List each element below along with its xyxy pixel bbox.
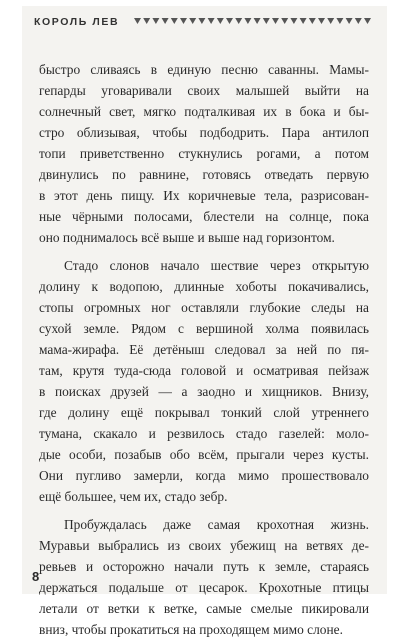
text-line: быстро сливаясь в единую песню саванны. Мамы- — [39, 62, 369, 77]
ornament-triangle — [134, 18, 141, 24]
text-line: мама-жирафа. Её детёныш следовал за ней по пя- — [39, 342, 369, 357]
paragraph-2 — [39, 255, 369, 507]
ornament-triangle — [318, 18, 325, 24]
text-line: оно поднималось всё выше и выше над горизонтом. — [39, 230, 335, 245]
ornament-triangle — [263, 18, 270, 24]
text-line: держаться подальше от цесарок. Крохотные птицы — [39, 580, 369, 595]
paragraph-1 — [39, 59, 369, 248]
ornament-triangle — [364, 18, 371, 24]
text-line: там, крутя туда-сюда головой и осматривая пейзаж — [39, 363, 369, 378]
ornament-triangle — [346, 18, 353, 24]
text-line: Пробуждалась даже самая крохотная жизнь. — [64, 517, 369, 532]
ornament-triangle — [290, 18, 297, 24]
text-line: солнечный свет, мягко подталкивая их в бока и бы- — [39, 104, 369, 119]
text-line: гепарды уговаривали своих малышей выйти на — [39, 83, 369, 98]
text-line: в поисках друзей — а заодно и хищников. Внизу, — [39, 384, 369, 399]
text-line: ревьев и осторожно начали путь к земле, стараясь — [39, 559, 369, 574]
ornament-triangle — [355, 18, 362, 24]
ornament-triangle — [143, 18, 150, 24]
ornament-triangle — [235, 18, 242, 24]
text-line: стопы огромных ног оставляли глубокие следы на — [39, 300, 369, 315]
ornament-triangle — [309, 18, 316, 24]
ornament-triangle — [217, 18, 224, 24]
text-line: где долину ещё покрывал тонкий слой утреннего — [39, 405, 369, 420]
ornament-triangle — [198, 18, 205, 24]
ornament-triangle — [152, 18, 159, 24]
text-line: двинулись по равнине, готовясь отведать первую — [39, 167, 369, 182]
ornament-triangle — [300, 18, 307, 24]
text-line: Стадо слонов начало шествие через открытую — [64, 258, 369, 273]
ornament-triangle — [327, 18, 334, 24]
text-line: ещё большее, чем их, стадо зебр. — [39, 489, 228, 504]
text-line: ные чёрными полосами, блестели на солнце, пока — [39, 209, 369, 224]
ornament-triangle — [208, 18, 215, 24]
ornament-triangle — [254, 18, 261, 24]
text-line: дые особи, позабыв обо всём, прыгали через кусты. — [39, 447, 369, 462]
page-number: 8 — [32, 569, 40, 584]
running-header — [34, 14, 379, 32]
ornament-triangle — [226, 18, 233, 24]
text-line: сухой земле. Рядом с вершиной холма появилась — [39, 321, 369, 336]
text-line: в этот день пищу. Их коричневые тела, разрисован- — [39, 188, 369, 203]
text-line: Они пугливо замерли, когда мимо прошествовало — [39, 468, 369, 483]
text-line: вниз, чтобы прокатиться на проходящем мимо слоне. — [39, 622, 343, 637]
text-line: стро облизывая, чтобы подбодрить. Пара антилоп — [39, 125, 369, 140]
triangle-row-ornament-icon — [134, 17, 379, 27]
text-line: летали от ветки к ветке, самые смелые пикировали — [39, 601, 369, 616]
ornament-triangle — [171, 18, 178, 24]
ornament-triangle — [336, 18, 343, 24]
ornament-triangle — [162, 18, 169, 24]
text-line: топи приветственно стукнулись рогами, а потом — [39, 146, 369, 161]
header-title: КОРОЛЬ ЛЕВ — [34, 16, 120, 28]
text-line: тумана, скакало и резвилось стадо газелей: моло- — [39, 426, 369, 441]
body-text — [39, 59, 369, 640]
text-line: долину к водопою, длинные хоботы покачивались, — [39, 279, 369, 294]
ornament-triangle — [281, 18, 288, 24]
ornament-triangle — [189, 18, 196, 24]
ornament-triangle — [272, 18, 279, 24]
ornament-triangle — [180, 18, 187, 24]
ornament-triangle — [244, 18, 251, 24]
book-page — [22, 6, 387, 637]
text-line: Муравьи выбрались из своих убежищ на ветвях де- — [39, 538, 369, 553]
paragraph-3 — [39, 514, 369, 640]
